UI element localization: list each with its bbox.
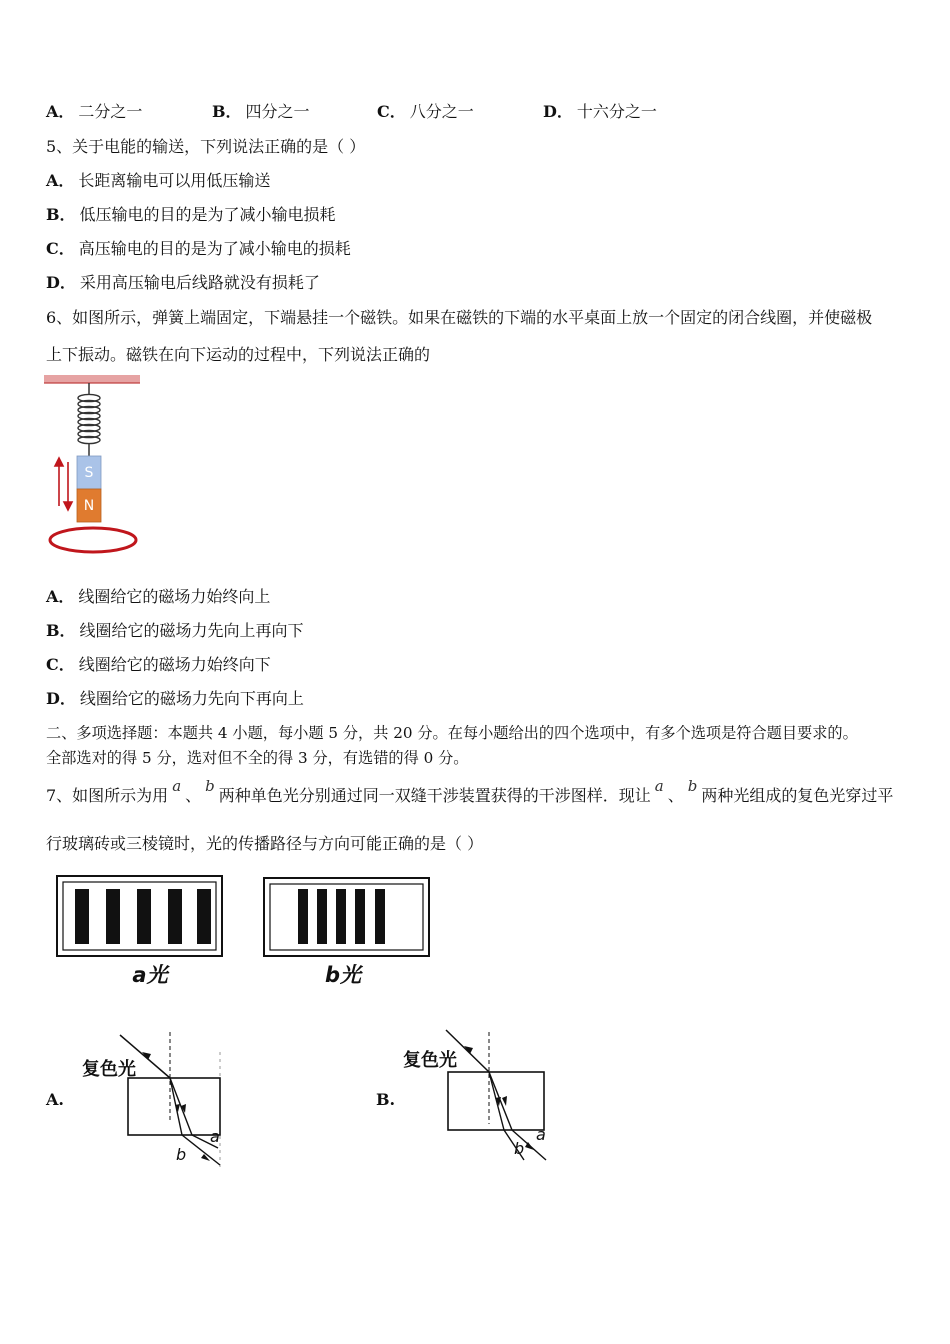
option-label: D． bbox=[46, 273, 76, 292]
option-label: B． bbox=[46, 205, 76, 224]
option-label: B． bbox=[212, 102, 242, 121]
pattern-a-label: a光 bbox=[132, 963, 168, 987]
q7-stem-line2: 行玻璃砖或三棱镜时，光的传播路径与方向可能正确的是（ ） bbox=[46, 834, 484, 853]
closed-coil bbox=[50, 528, 136, 552]
q7-option-a-label[interactable]: A. bbox=[46, 1090, 64, 1109]
refracted-ray-a bbox=[489, 1072, 512, 1130]
ray-label-a: a bbox=[210, 1127, 220, 1146]
q6-option-c[interactable] bbox=[46, 655, 271, 675]
q5-option-a[interactable] bbox=[46, 171, 270, 191]
ceiling-bar bbox=[44, 375, 140, 383]
pattern-b-frame-inner bbox=[270, 884, 423, 950]
option-text: 线圈给它的磁场力先向上再向下 bbox=[79, 621, 304, 640]
fringe bbox=[168, 889, 182, 944]
figure-title: 复色光 bbox=[403, 1050, 457, 1071]
fringe bbox=[137, 889, 151, 944]
option-text: 低压输电的目的是为了减小输电损耗 bbox=[79, 205, 336, 224]
q7-option-b-figure[interactable] bbox=[400, 1028, 555, 1168]
q6-option-a[interactable] bbox=[46, 587, 270, 607]
q5-stem: 5、关于电能的输送，下列说法正确的是（ ） bbox=[46, 137, 366, 156]
q6-stem-line2: 上下振动。磁铁在向下运动的过程中，下列说法正确的 bbox=[46, 345, 431, 364]
var-b: b bbox=[205, 777, 215, 795]
q6-option-b[interactable] bbox=[46, 621, 304, 641]
option-label: B． bbox=[46, 621, 76, 640]
q7-stem-part1: 7、如图所示为用 bbox=[46, 786, 169, 805]
option-label: A． bbox=[46, 171, 75, 190]
fringe bbox=[197, 889, 211, 944]
motion-arrows-icon bbox=[55, 458, 72, 510]
var-b: b bbox=[687, 777, 698, 795]
q6-option-d[interactable] bbox=[46, 689, 304, 709]
q4-option-d[interactable] bbox=[543, 102, 657, 122]
q7-stem-line1 bbox=[46, 777, 894, 806]
option-text: 高压输电的目的是为了减小输电的损耗 bbox=[78, 239, 351, 258]
option-label: A． bbox=[46, 587, 75, 606]
option-text: 十六分之一 bbox=[576, 102, 657, 121]
q5-option-b[interactable] bbox=[46, 205, 336, 225]
arrow-icon bbox=[502, 1096, 507, 1106]
fringe bbox=[298, 889, 308, 944]
var-a: a bbox=[654, 777, 664, 795]
section2-heading-line1: 二、多项选择题：本题共 4 小题，每小题 5 分，共 20 分。在每小题给出的四个选项中，有多个选项是符合题目要求的。 bbox=[46, 724, 858, 742]
magnet-s-label: S bbox=[84, 465, 94, 481]
section2-heading-line2: 全部选对的得 5 分，选对但不全的得 3 分，有选错的得 0 分。 bbox=[46, 749, 469, 767]
fringe bbox=[336, 889, 346, 944]
fringe bbox=[75, 889, 89, 944]
fringe bbox=[317, 889, 327, 944]
magnet-n-label: N bbox=[83, 498, 95, 514]
q4-option-a[interactable] bbox=[46, 102, 142, 122]
option-text: 八分之一 bbox=[409, 102, 474, 121]
option-label: D． bbox=[46, 689, 76, 708]
pattern-b bbox=[264, 878, 429, 987]
q6-stem-line1: 6、如图所示，弹簧上端固定，下端悬挂一个磁铁。如果在磁铁的下端的水平桌面上放一个固定的闭合线圈，并使磁极 bbox=[46, 308, 873, 327]
ray-label-b: b bbox=[514, 1139, 525, 1158]
option-label: C． bbox=[377, 102, 406, 121]
q5-option-d[interactable] bbox=[46, 273, 320, 293]
pattern-b-label: b光 bbox=[324, 963, 362, 987]
option-text: 四分之一 bbox=[245, 102, 310, 121]
interference-patterns-figure bbox=[55, 874, 435, 992]
q7-stem-part2: 两种单色光分别通过同一双缝干涉装置获得的干涉图样．现让 bbox=[218, 786, 651, 805]
fringe bbox=[106, 889, 120, 944]
option-text: 采用高压输电后线路就没有损耗了 bbox=[79, 273, 320, 292]
separator: 、 bbox=[185, 786, 202, 805]
ray-label-a: a bbox=[536, 1125, 546, 1144]
q7-stem-part3: 两种光组成的复色光穿过平 bbox=[701, 786, 894, 805]
ray-label-b: b bbox=[176, 1145, 187, 1164]
option-label: C． bbox=[46, 655, 75, 674]
option-text: 线圈给它的磁场力先向下再向上 bbox=[79, 689, 304, 708]
option-text: 线圈给它的磁场力始终向上 bbox=[78, 587, 271, 606]
option-label: C． bbox=[46, 239, 75, 258]
option-text: 二分之一 bbox=[78, 102, 143, 121]
option-text: 长距离输电可以用低压输送 bbox=[78, 171, 271, 190]
fringe bbox=[375, 889, 385, 944]
figure-title: 复色光 bbox=[82, 1059, 136, 1080]
q5-option-c[interactable] bbox=[46, 239, 351, 259]
option-text: 线圈给它的磁场力始终向下 bbox=[78, 655, 271, 674]
spring-coil bbox=[78, 394, 100, 443]
q4-option-c[interactable] bbox=[377, 102, 474, 122]
q7-option-a-figure[interactable] bbox=[78, 1030, 228, 1170]
arrow-icon bbox=[201, 1154, 210, 1161]
fringe bbox=[355, 889, 365, 944]
spring-magnet-figure bbox=[40, 372, 150, 557]
q7-option-b-label[interactable]: B. bbox=[376, 1090, 396, 1109]
var-a: a bbox=[172, 777, 182, 795]
q4-option-b[interactable] bbox=[212, 102, 310, 122]
pattern-a bbox=[57, 876, 222, 987]
option-label: D． bbox=[543, 102, 573, 121]
option-label: A． bbox=[46, 102, 75, 121]
pattern-b-frame-outer bbox=[264, 878, 429, 956]
refracted-ray-b bbox=[170, 1078, 192, 1135]
separator: 、 bbox=[667, 786, 684, 805]
